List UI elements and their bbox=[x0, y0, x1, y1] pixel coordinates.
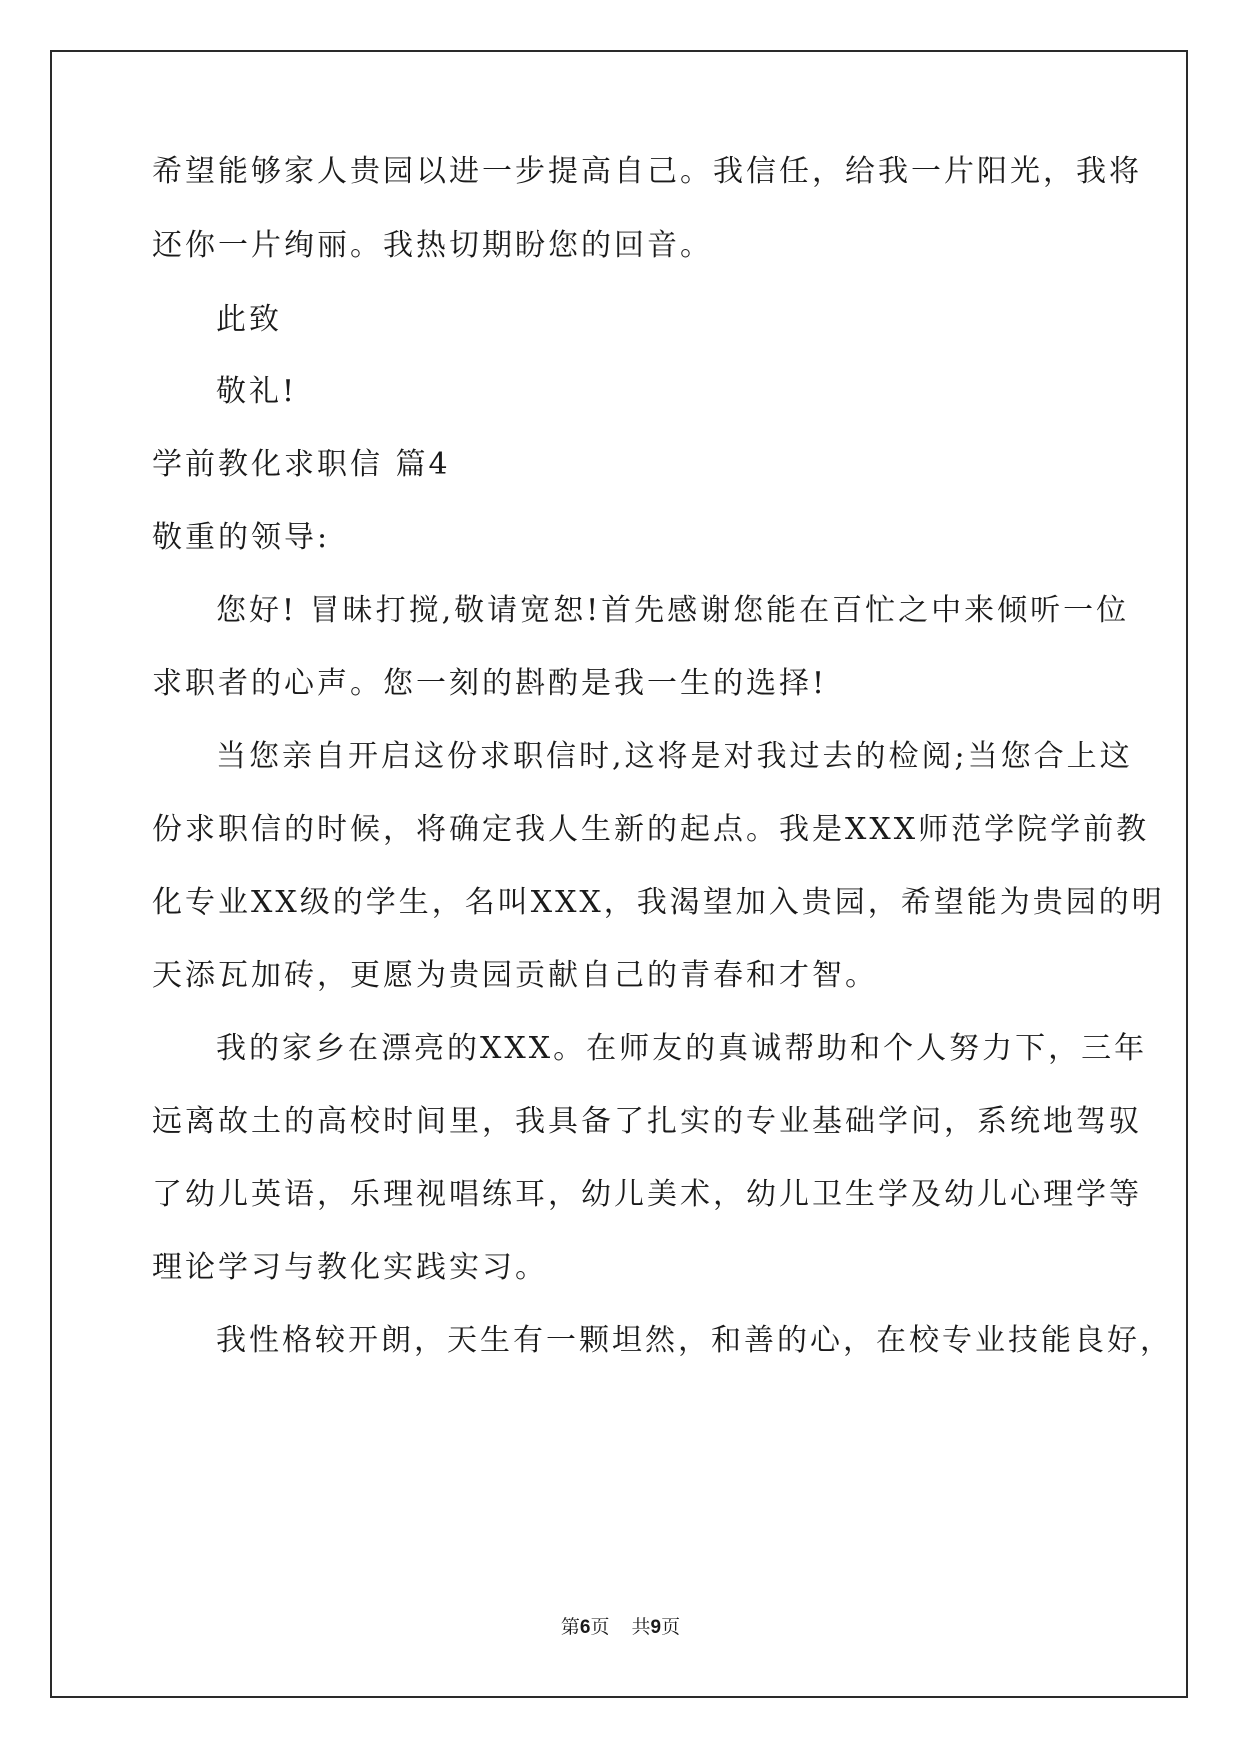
total-prefix: 共 bbox=[631, 1616, 651, 1638]
page-border bbox=[50, 50, 1188, 1698]
text-line: 远离故土的高校时间里，我具备了扎实的专业基础学问，系统地驾驭 bbox=[152, 1104, 1142, 1139]
section-heading: 学前教化求职信 篇4 bbox=[152, 447, 451, 482]
page-total: 9 bbox=[650, 1617, 662, 1638]
text-line: 您好! 冒昧打搅,敬请宽恕!首先感谢您能在百忙之中来倾听一位 bbox=[216, 593, 1130, 628]
page-footer bbox=[0, 1616, 1241, 1639]
text-line: 希望能够家人贵园以进一步提高自己。我信任，给我一片阳光，我将 bbox=[152, 154, 1142, 189]
closing-regards: 敬礼! bbox=[216, 374, 298, 409]
text-line: 还你一片绚丽。我热切期盼您的回音。 bbox=[152, 228, 713, 263]
text-line: 份求职信的时候，将确定我人生新的起点。我是XXX师范学院学前教 bbox=[152, 812, 1150, 847]
page-prefix: 第 bbox=[560, 1616, 580, 1638]
total-suffix: 页 bbox=[661, 1616, 681, 1638]
page-current: 6 bbox=[579, 1617, 591, 1638]
page-suffix: 页 bbox=[590, 1616, 610, 1638]
text-line: 化专业XX级的学生，名叫XXX，我渴望加入贵园，希望能为贵园的明 bbox=[152, 885, 1165, 920]
text-line: 天添瓦加砖，更愿为贵园贡献自己的青春和才智。 bbox=[152, 958, 878, 993]
text-line: 当您亲自开启这份求职信时,这将是对我过去的检阅;当您合上这 bbox=[216, 739, 1133, 774]
text-line: 理论学习与教化实践实习。 bbox=[152, 1250, 548, 1285]
text-line: 我的家乡在漂亮的XXX。在师友的真诚帮助和个人努力下，三年 bbox=[216, 1031, 1148, 1066]
text-line: 求职者的心声。您一刻的斟酌是我一生的选择! bbox=[152, 666, 828, 701]
text-line: 了幼儿英语，乐理视唱练耳，幼儿美术，幼儿卫生学及幼儿心理学等 bbox=[152, 1177, 1142, 1212]
greeting: 敬重的领导: bbox=[152, 520, 331, 555]
text-line: 我性格较开朗，天生有一颗坦然，和善的心，在校专业技能良好， bbox=[216, 1323, 1173, 1358]
closing-salutation: 此致 bbox=[216, 302, 282, 337]
